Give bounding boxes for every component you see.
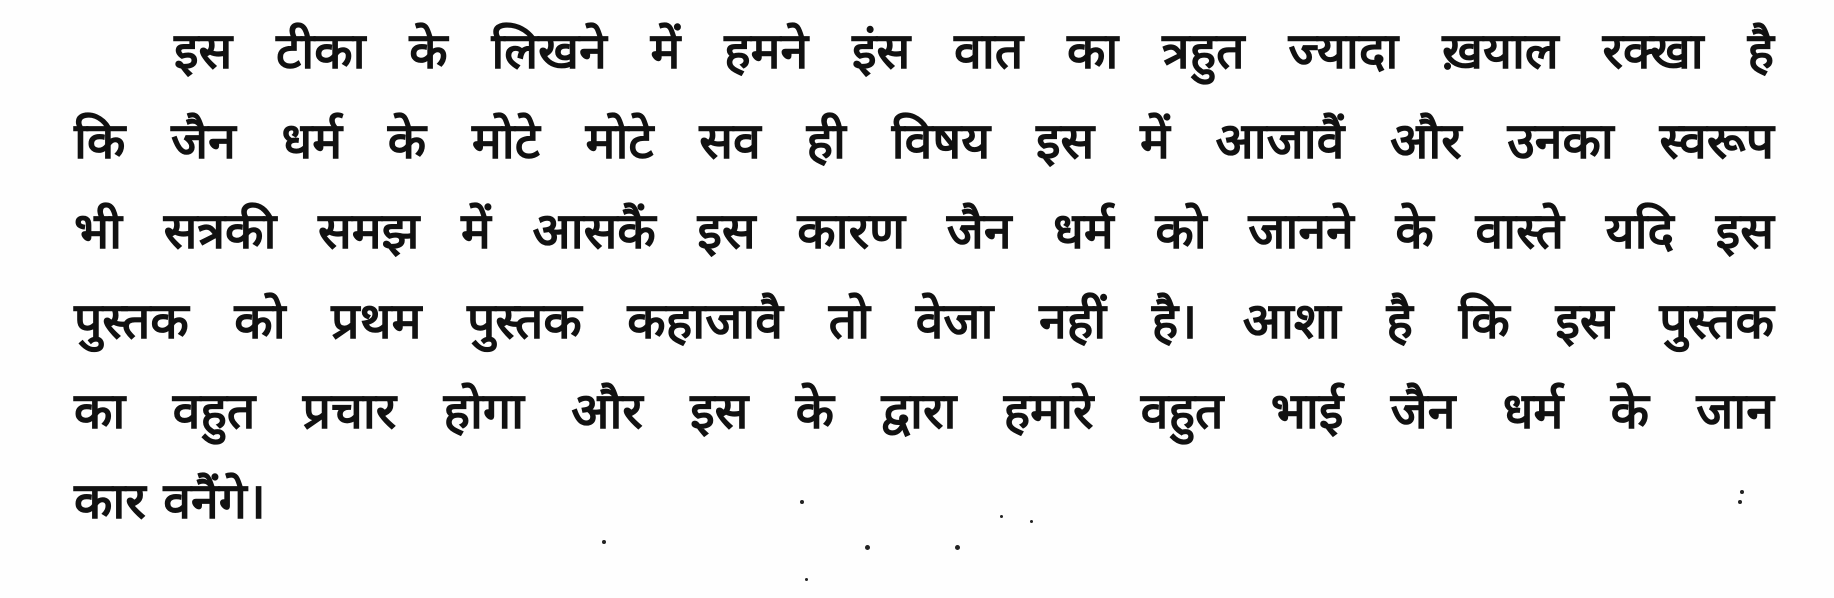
- scan-speck: [1000, 515, 1003, 518]
- text-line-5: का वहुत प्रचार होगा और इस के द्वारा हमारे वहुत भाई जैन धर्म के जान: [74, 382, 1774, 440]
- text-line-4: पुस्तक को प्रथम पुस्तक कहाजावै तो वेजा नहीं है। आशा है कि इस पुस्तक: [74, 292, 1774, 350]
- text-line-1: इस टीका के लिखने में हमने इंस वात का त्रहुत ज्यादा ख़याल रक्खा है: [174, 22, 1774, 80]
- paragraph: [74, 6, 1774, 546]
- scan-speck: [1738, 500, 1742, 504]
- scan-speck: [602, 540, 606, 544]
- text-line-2: कि जैन धर्म के मोटे मोटे सव ही विषय इस में आजावैं और उनका स्वरूप: [74, 112, 1774, 170]
- scan-speck: [1740, 490, 1744, 494]
- text-line-3: भी सत्रकी समझ में आसकैं इस कारण जैन धर्म को जानने के वास्ते यदि इस: [74, 202, 1774, 260]
- scan-speck: [800, 500, 804, 504]
- text-line-6: कार वनैंगे।: [74, 472, 266, 530]
- scan-speck: [1030, 520, 1033, 523]
- scan-speck: [805, 578, 808, 581]
- scan-speck: [865, 545, 870, 550]
- scan-speck: [955, 545, 960, 550]
